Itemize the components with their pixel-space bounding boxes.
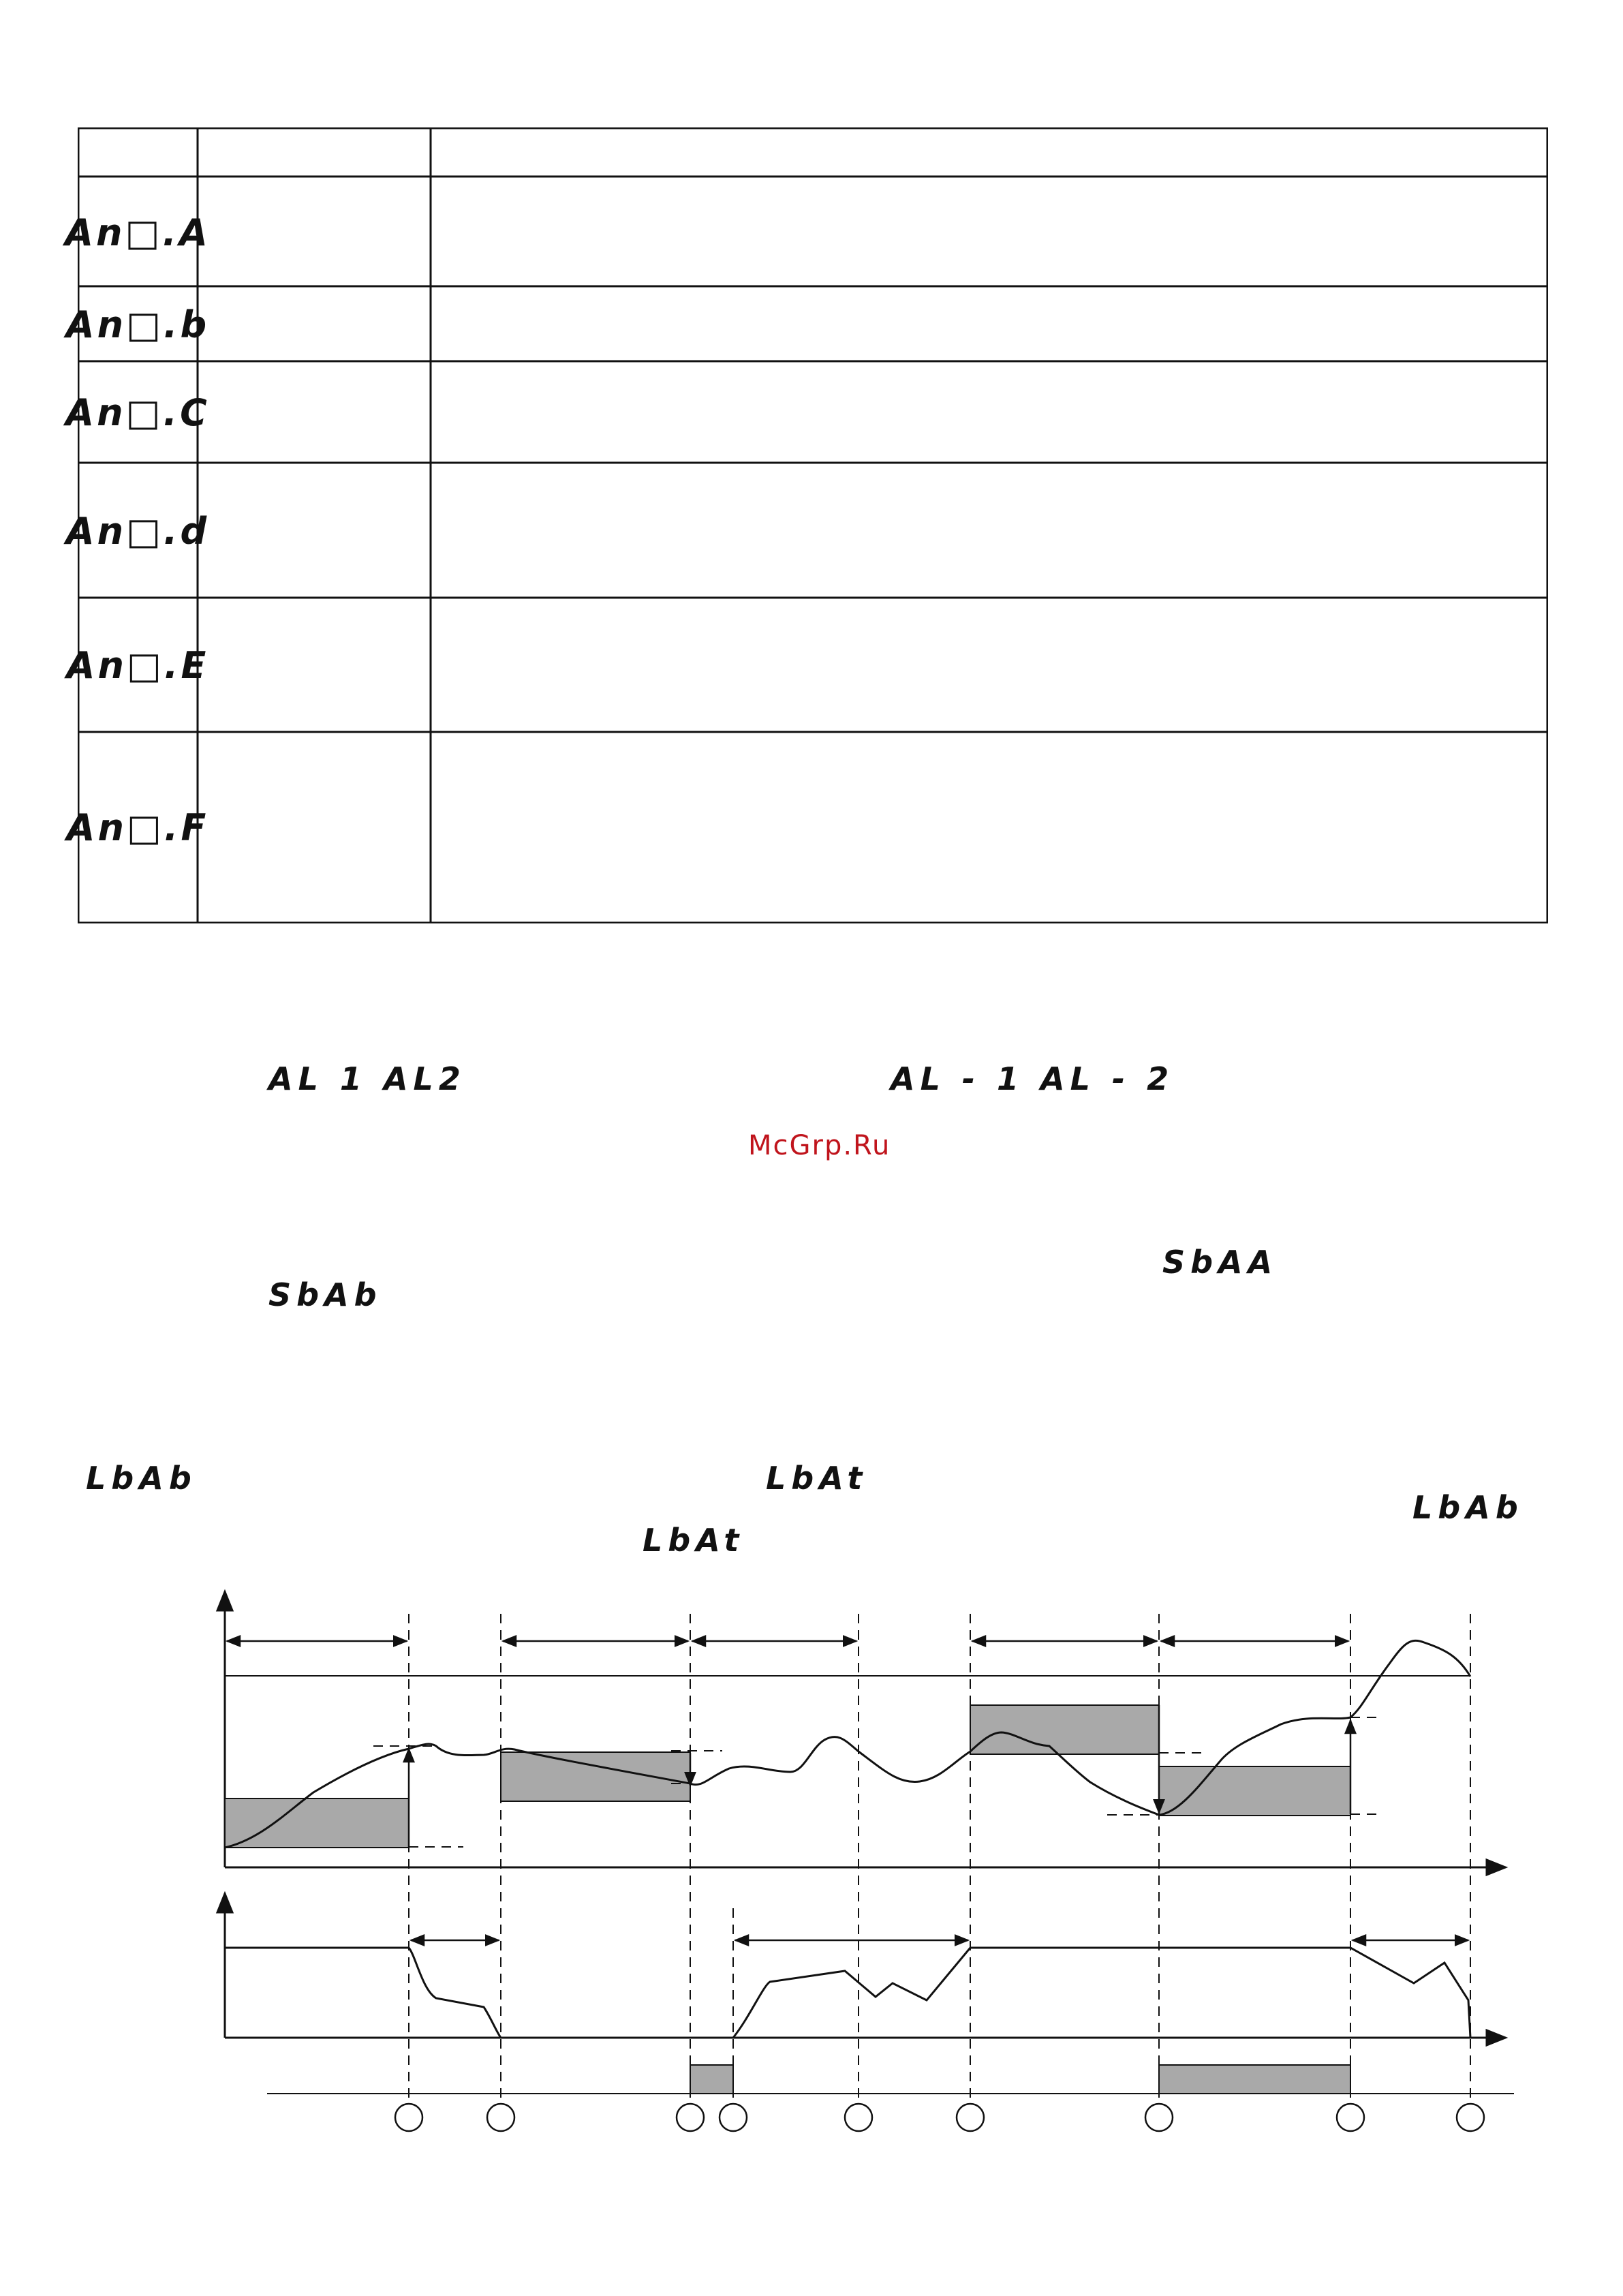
- loop-break-symbol-lbab-left: LbAb: [86, 1460, 197, 1497]
- table-row: [66, 599, 209, 732]
- loop-break-symbol-lbat: LbAt: [766, 1460, 868, 1497]
- watermark: McGrp.Ru: [748, 1130, 891, 1161]
- band-1: [225, 1798, 409, 1848]
- process-value-curve: [225, 1640, 1470, 1848]
- table-row: [66, 733, 209, 922]
- loop-break-timing-diagram: [0, 1567, 1623, 2167]
- mode-code-a: An□.A: [65, 211, 211, 254]
- loop-break-symbol-lbab-right: LbAb: [1412, 1489, 1524, 1526]
- band-2: [501, 1752, 690, 1801]
- mode-code-b: An□.b: [65, 303, 210, 346]
- mode-code-e: An□.E: [66, 644, 209, 687]
- mode-table: [78, 127, 1548, 923]
- table-row: [65, 363, 210, 463]
- standby-symbol-sbab: SbAb: [268, 1276, 382, 1313]
- band-4: [1159, 1766, 1350, 1816]
- mode-code-d: An□.d: [65, 509, 210, 553]
- output-curve: [225, 1948, 1470, 2038]
- event-markers: [395, 2104, 1484, 2131]
- band-3: [970, 1705, 1159, 1754]
- alarm-symbol-al1-al2: AL 1 AL2: [268, 1060, 466, 1097]
- table-row: [65, 464, 210, 598]
- mode-code-f: An□.F: [66, 806, 209, 849]
- mode-code-c: An□.C: [65, 391, 210, 434]
- table-row: [65, 288, 210, 361]
- standby-symbol-sbaa: SbAA: [1162, 1244, 1278, 1281]
- event-lines: [409, 1614, 1470, 2099]
- alarm-symbol-al-1-al-2: AL - 1 AL - 2: [891, 1060, 1175, 1097]
- loop-break-symbol-lbat-lower: LbAt: [643, 1522, 745, 1559]
- output-on-2: [1159, 2065, 1350, 2094]
- output-on-1: [690, 2065, 733, 2094]
- table-row: [65, 179, 211, 286]
